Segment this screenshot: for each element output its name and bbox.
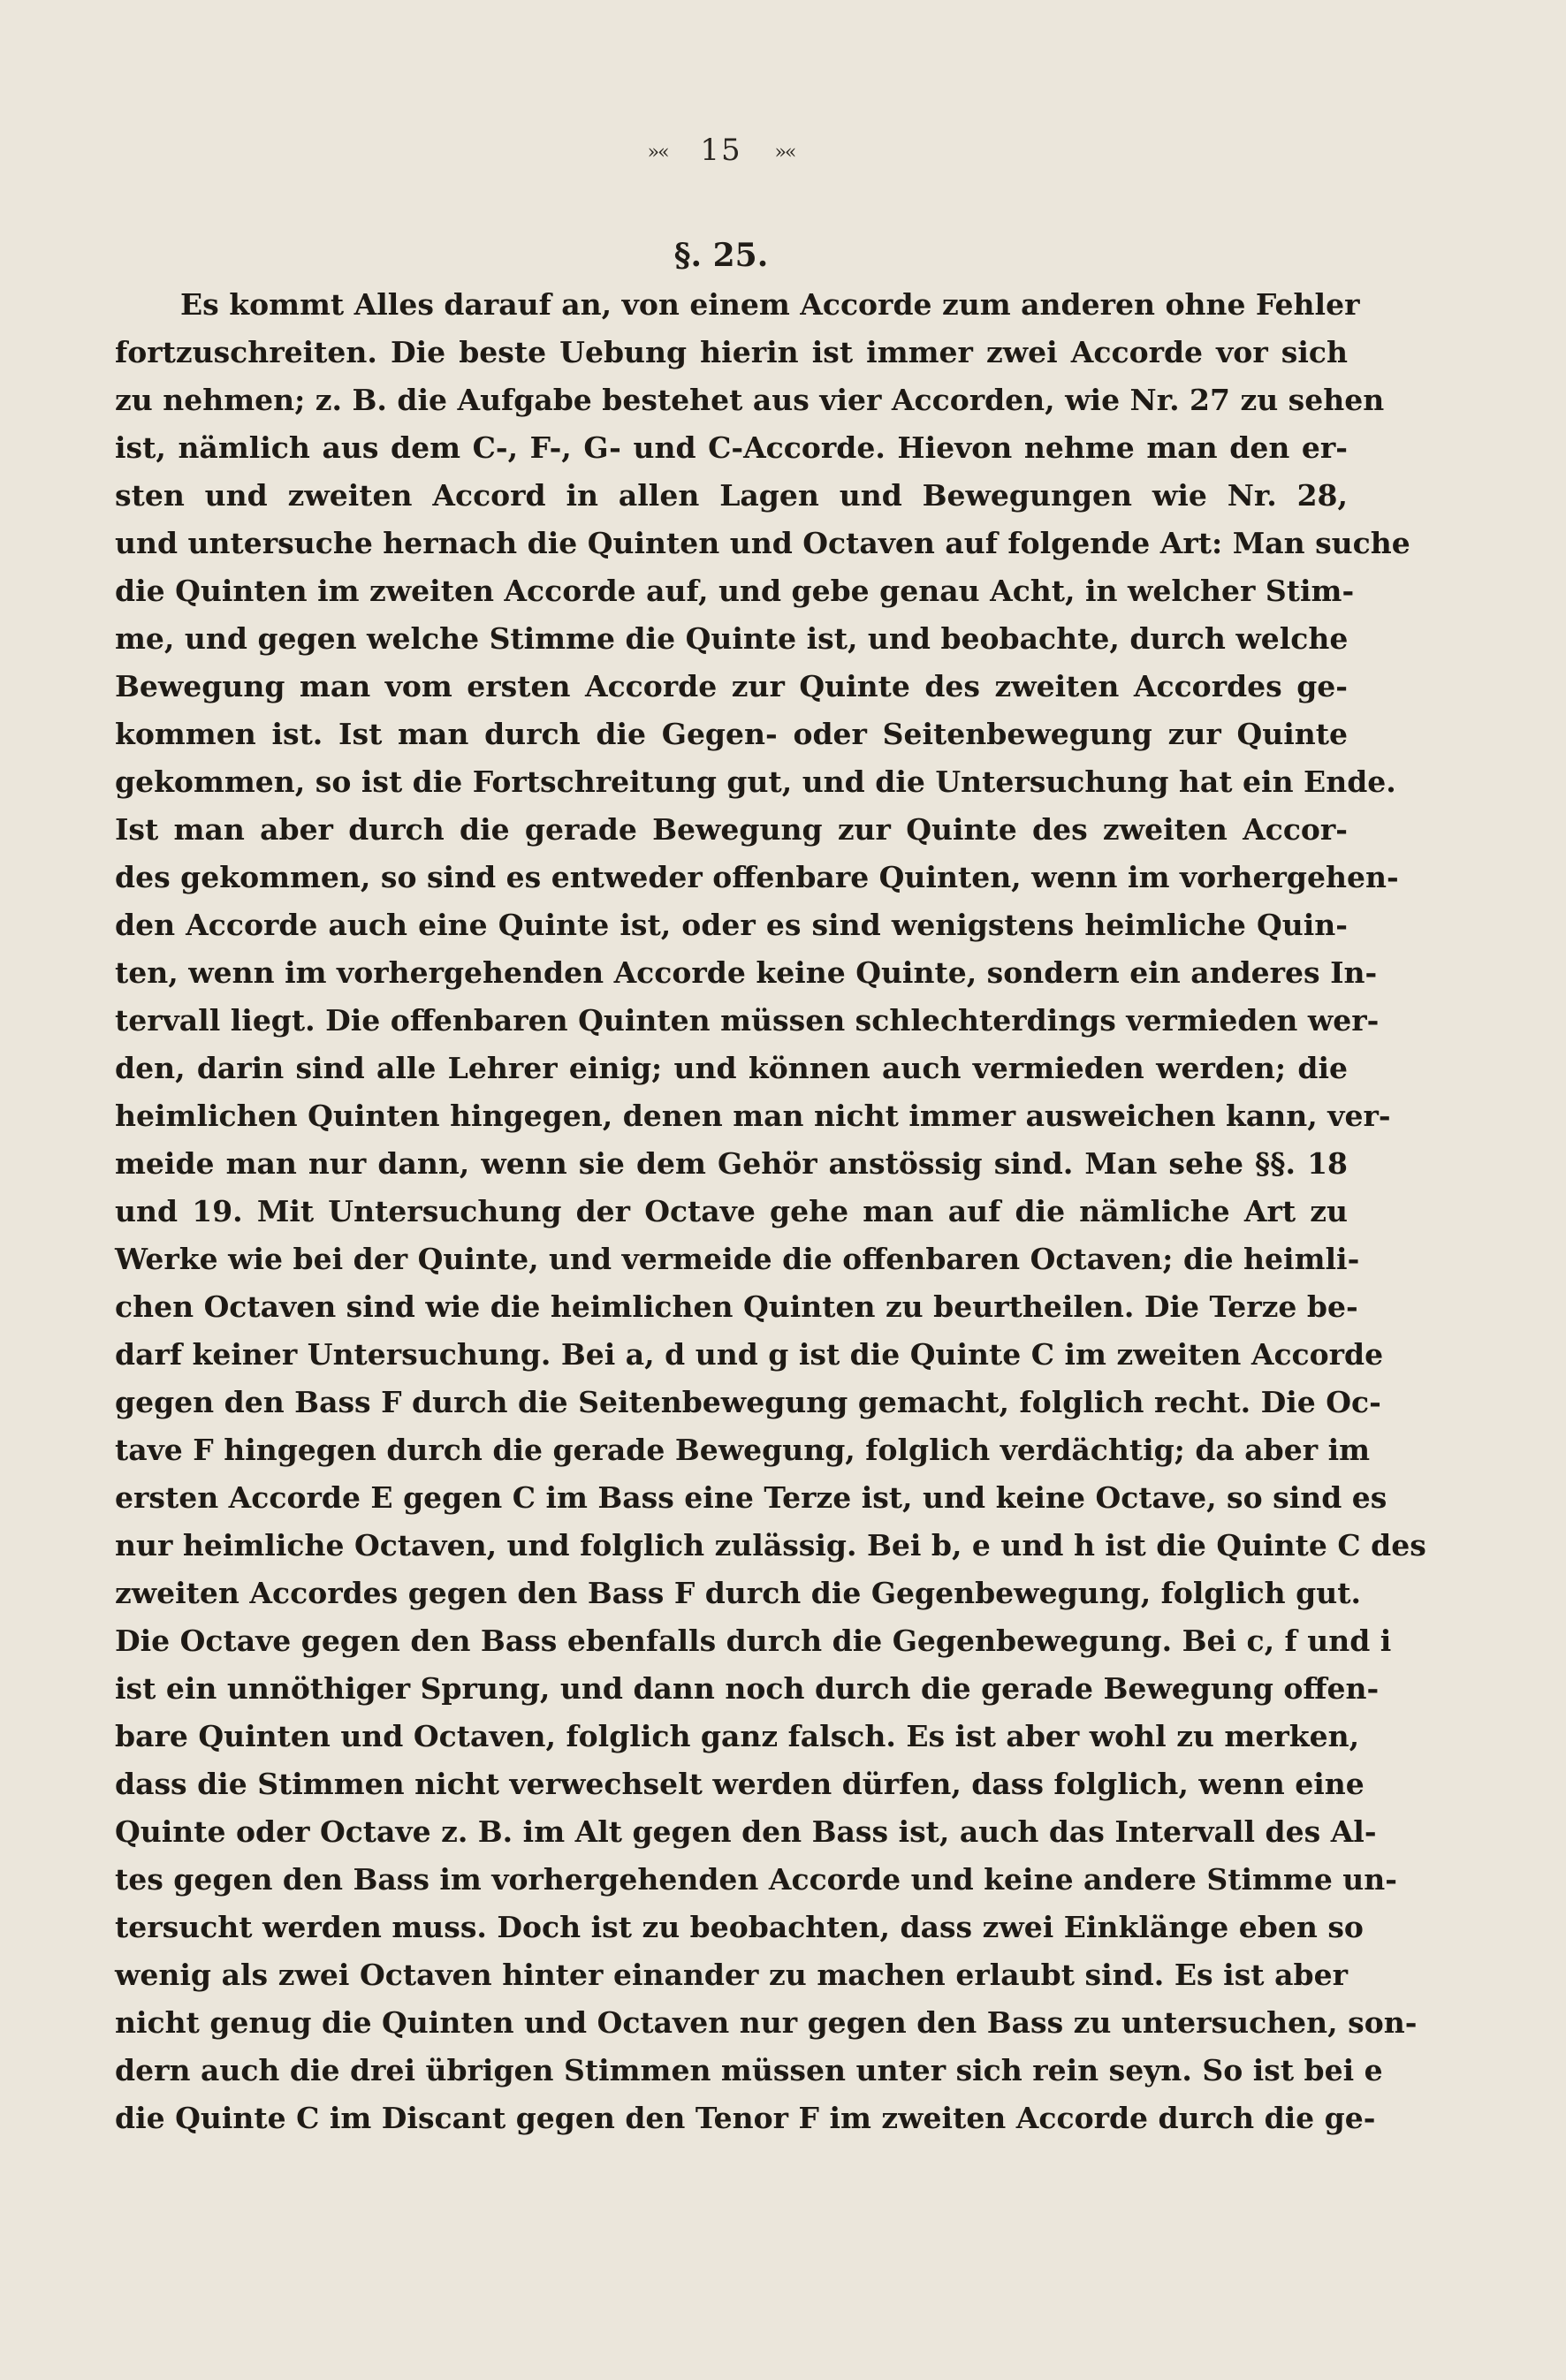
text-line: me, und gegen welche Stimme die Quinte ist, und beobachte, durch welche: [115, 621, 1349, 656]
text-line: zu nehmen; z. B. die Aufgabe bestehet aus vier Accorden, wie Nr. 27 zu sehen: [115, 383, 1385, 417]
page-number: 15: [700, 133, 742, 168]
text-line: die Quinten im zweiten Accorde auf, und gebe genau Acht, in welcher Stim-: [115, 574, 1355, 608]
text-line: tersucht werden muss. Doch ist zu beobachten, dass zwei Einklänge eben so: [115, 1910, 1364, 1944]
text-line: den Accorde auch eine Quinte ist, oder es sind wenigstens heimliche Quin-: [115, 908, 1348, 942]
section-title: §. 25.: [673, 237, 769, 274]
text-line: zweiten Accordes gegen den Bass F durch die Gegenbewegung, folglich gut.: [115, 1576, 1361, 1610]
text-line: kommen ist. Ist man durch die Gegen- oder Seitenbewegung zur Quinte: [115, 717, 1348, 751]
text-line: sten und zweiten Accord in allen Lagen und Bewegungen wie Nr. 28,: [115, 478, 1348, 513]
text-line: Quinte oder Octave z. B. im Alt gegen den Bass ist, auch das Intervall des Al-: [115, 1814, 1377, 1849]
text-line: Die Octave gegen den Bass ebenfalls durch die Gegenbewegung. Bei c, f und i: [115, 1623, 1392, 1658]
text-line: tave F hingegen durch die gerade Bewegung, folglich verdächtig; da aber im: [115, 1433, 1371, 1467]
text-line: dern auch die drei übrigen Stimmen müssen unter sich rein seyn. So ist bei e: [115, 2053, 1383, 2087]
text-line: Es kommt Alles darauf an, von einem Accorde zum anderen ohne Fehler: [180, 287, 1360, 322]
text-line: tervall liegt. Die offenbaren Quinten müssen schlechterdings vermieden wer-: [115, 1003, 1380, 1038]
text-line: bare Quinten und Octaven, folglich ganz falsch. Es ist aber wohl zu merken,: [115, 1719, 1360, 1753]
text-line: des gekommen, so sind es entweder offenbare Quinten, wenn im vorhergehen-: [115, 860, 1399, 894]
text-line: ersten Accorde E gegen C im Bass eine Terze ist, und keine Octave, so sind es: [115, 1480, 1387, 1515]
text-line: dass die Stimmen nicht verwechselt werden dürfen, dass folglich, wenn eine: [115, 1767, 1365, 1801]
text-line: wenig als zwei Octaven hinter einander zu machen erlaubt sind. Es ist aber: [115, 1958, 1348, 1992]
text-line: fortzuschreiten. Die beste Uebung hierin ist immer zwei Accorde vor sich: [115, 335, 1348, 369]
text-line: nicht genug die Quinten und Octaven nur gegen den Bass zu untersuchen, son-: [115, 2005, 1418, 2040]
ornament-right-icon: »«: [774, 141, 795, 163]
text-line: und 19. Mit Untersuchung der Octave gehe man auf die nämliche Art zu: [115, 1194, 1348, 1228]
text-line: ist ein unnöthiger Sprung, und dann noch durch die gerade Bewegung offen-: [115, 1671, 1380, 1706]
text-line: die Quinte C im Discant gegen den Tenor F im zweiten Accorde durch die ge-: [115, 2101, 1376, 2135]
text-line: gekommen, so ist die Fortschreitung gut, und die Untersuchung hat ein Ende.: [115, 764, 1396, 799]
text-line: meide man nur dann, wenn sie dem Gehör anstössig sind. Man sehe §§. 18: [115, 1146, 1348, 1181]
text-line: tes gegen den Bass im vorhergehenden Accorde und keine andere Stimme un-: [115, 1862, 1397, 1897]
text-line: ist, nämlich aus dem C-, F-, G- und C-Accorde. Hievon nehme man den er-: [115, 430, 1348, 465]
ornament-left-icon: »«: [647, 141, 668, 163]
text-line: heimlichen Quinten hingegen, denen man nicht immer ausweichen kann, ver-: [115, 1099, 1391, 1133]
page-header: [0, 133, 1442, 168]
body-paragraph: [115, 281, 1426, 2142]
text-line: gegen den Bass F durch die Seitenbewegung gemacht, folglich recht. Die Oc-: [115, 1385, 1381, 1419]
text-line: darf keiner Untersuchung. Bei a, d und g ist die Quinte C im zweiten Accorde: [115, 1337, 1384, 1372]
text-line: Bewegung man vom ersten Accorde zur Quinte des zweiten Accordes ge-: [115, 669, 1348, 703]
text-line: nur heimliche Octaven, und folglich zulässig. Bei b, e und h ist die Quinte C des: [115, 1528, 1426, 1563]
text-line: Ist man aber durch die gerade Bewegung zur Quinte des zweiten Accor-: [115, 812, 1348, 847]
text-line: den, darin sind alle Lehrer einig; und können auch vermieden werden; die: [115, 1051, 1348, 1085]
text-line: Werke wie bei der Quinte, und vermeide die offenbaren Octaven; die heimli-: [115, 1242, 1360, 1276]
text-line: ten, wenn im vorhergehenden Accorde keine Quinte, sondern ein anderes In-: [115, 955, 1378, 990]
text-line: chen Octaven sind wie die heimlichen Quinten zu beurtheilen. Die Terze be-: [115, 1289, 1358, 1324]
text-line: und untersuche hernach die Quinten und Octaven auf folgende Art: Man suche: [115, 526, 1410, 560]
